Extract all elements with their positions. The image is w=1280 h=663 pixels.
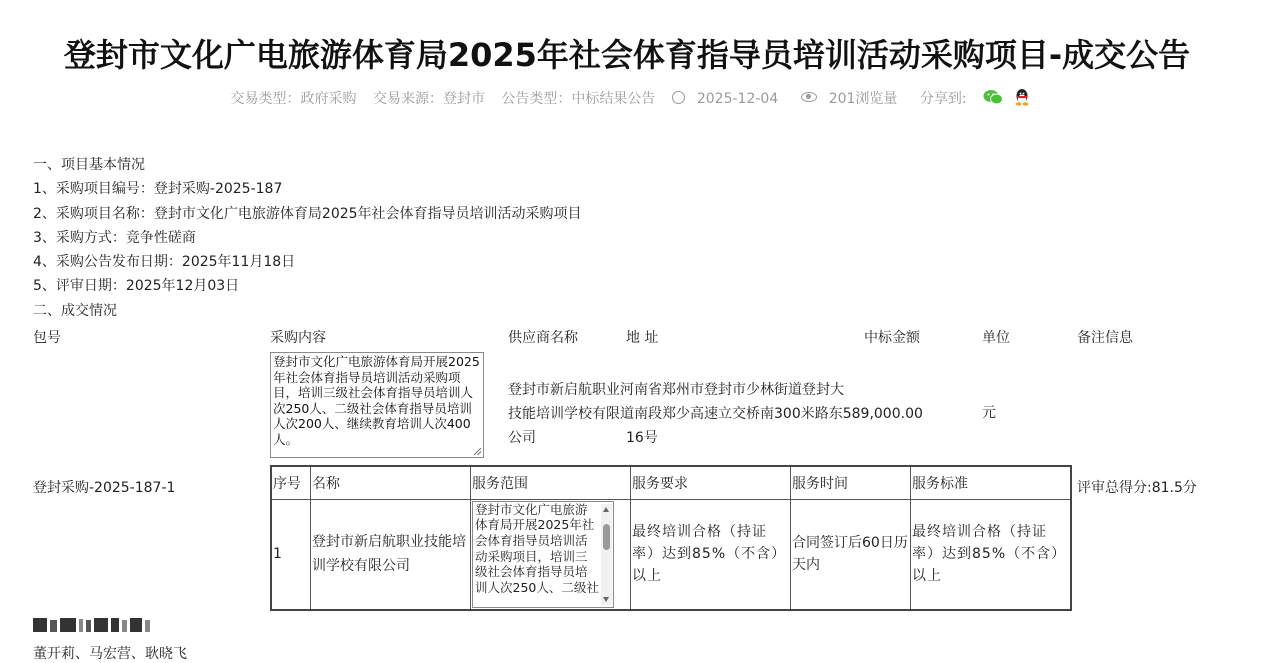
supplier-address-block — [508, 378, 923, 450]
clock-icon — [672, 91, 685, 104]
address-line-3: 16号 — [626, 430, 658, 446]
row-scope-cell — [471, 499, 631, 610]
supplier-line-1: 登封市新启航职业河南省郑州市登封市少林街道登封大 — [508, 382, 844, 398]
row-standard: 最终培训合格（持证率）达到85%（不含）以上 — [911, 499, 1072, 610]
notice-type: 公告类型：中标结果公告 — [501, 91, 656, 107]
content-textarea[interactable] — [270, 352, 484, 458]
scroll-down-icon[interactable] — [603, 597, 609, 602]
resize-handle-icon[interactable] — [474, 448, 481, 455]
trade-source: 交易来源：登封市 — [372, 91, 485, 107]
procurement-method: 3、采购方式：竞争性磋商 — [33, 229, 196, 246]
publish-date: 2025-12-04 — [696, 91, 779, 107]
col-index: 序号 — [271, 466, 311, 499]
header-amount: 中标金额 — [864, 330, 920, 346]
amount-unit: 元 — [982, 405, 996, 421]
row-requirement: 最终培训合格（持证率）达到85%（不含）以上 — [631, 499, 791, 610]
eye-icon — [801, 92, 817, 102]
section-heading-basic: 一、项目基本情况 — [33, 157, 145, 173]
header-supplier: 供应商名称 — [508, 330, 578, 346]
scrollbar[interactable] — [601, 504, 612, 605]
content-text: 登封市文化广电旅游体育局开展2025年社会体育指导员培训活动采购项目，培训三级社会体育指导员培训人次250人、二级社会体育指导员培训人次200人、继续教育培训人次400人。 — [273, 354, 480, 447]
scroll-thumb[interactable] — [603, 524, 610, 550]
section-heading-deal: 二、成交情况 — [33, 302, 117, 319]
service-table — [270, 465, 1072, 611]
scope-textarea[interactable] — [472, 501, 614, 608]
table-row — [271, 499, 1071, 610]
header-package: 包号 — [33, 330, 61, 346]
reviewer-names: 董开莉、马宏营、耿晓飞 — [33, 646, 187, 662]
review-score: 评审总得分:81.5分 — [1077, 480, 1197, 496]
publish-date-line: 4、采购公告发布日期：2025年11月18日 — [33, 254, 296, 271]
package-number: 登封采购-2025-187-1 — [33, 480, 176, 496]
share-label: 分享到: — [919, 91, 967, 107]
supplier-line-3: 公司 — [508, 430, 536, 446]
qq-icon[interactable] — [1014, 88, 1030, 106]
basic-info — [33, 153, 582, 323]
meta-bar — [0, 88, 1254, 108]
header-address: 地 址 — [626, 330, 659, 346]
header-content: 采购内容 — [270, 330, 326, 346]
row-index: 1 — [271, 499, 311, 610]
review-date-line: 5、评审日期：2025年12月03日 — [33, 278, 240, 295]
project-number: 1、采购项目编号：登封采购-2025-187 — [33, 181, 283, 198]
col-name: 名称 — [311, 466, 471, 499]
project-name: 2、采购项目名称：登封市文化广电旅游体育局2025年社会体育指导员培训活动采购项目 — [33, 205, 582, 222]
redacted-signature-row — [33, 618, 150, 632]
header-remark: 备注信息 — [1077, 330, 1133, 346]
row-time: 合同签订后60日历天内 — [791, 499, 911, 610]
scope-text: 登封市文化广电旅游体育局开展2025年社会体育指导员培训活动采购项目，培训三级社会体育指导员培训人次250人、二级社 — [475, 501, 599, 595]
trade-type: 交易类型：政府采购 — [230, 91, 357, 107]
col-standard: 服务标准 — [911, 466, 1072, 499]
wechat-icon[interactable] — [983, 89, 1003, 105]
scroll-up-icon[interactable] — [603, 507, 609, 512]
page-title: 登封市文化广电旅游体育局2025年社会体育指导员培训活动采购项目-成交公告 — [63, 36, 1191, 74]
header-unit: 单位 — [982, 330, 1010, 346]
supplier-line-2: 技能培训学校有限道南段郑少高速立交桥南300米路东589,000.00 — [508, 406, 923, 422]
row-name: 登封市新启航职业技能培训学校有限公司 — [311, 499, 471, 610]
col-scope: 服务范围 — [471, 466, 631, 499]
col-time: 服务时间 — [791, 466, 911, 499]
col-requirement: 服务要求 — [631, 466, 791, 499]
view-count: 201浏览量 — [828, 91, 898, 107]
